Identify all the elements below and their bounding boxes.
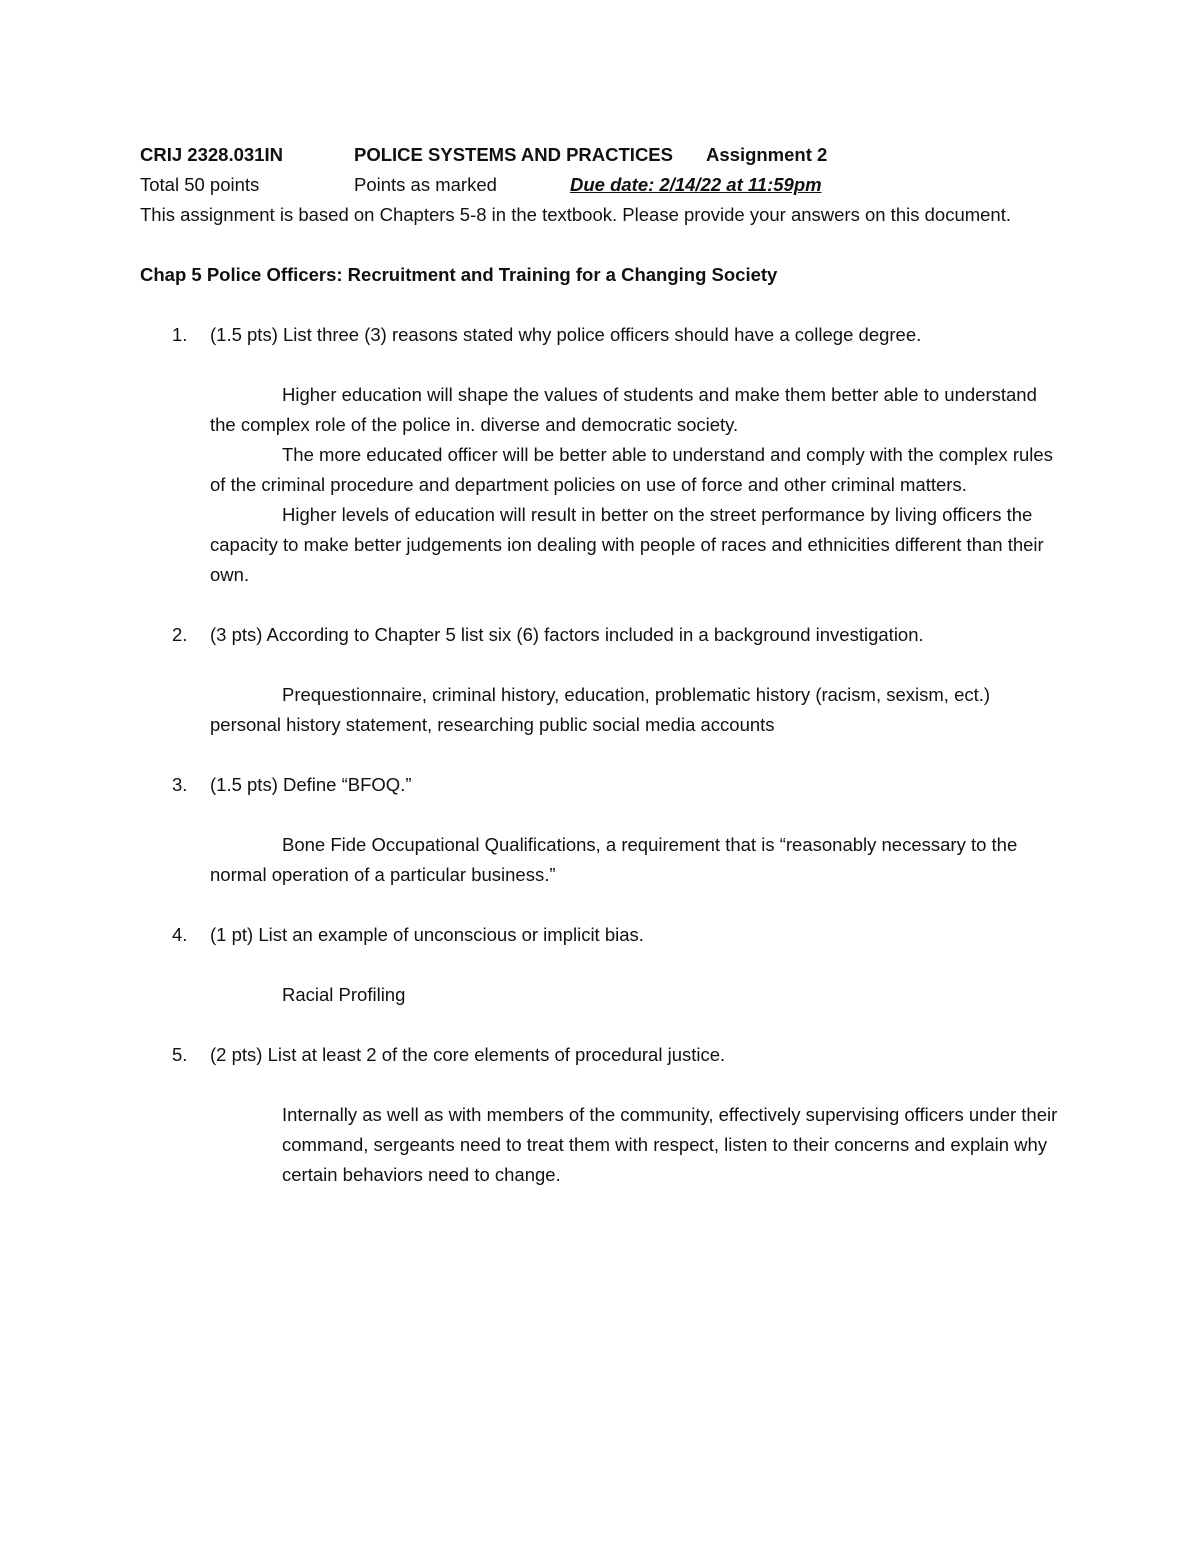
question-text: (1.5 pts) List three (3) reasons stated why police officers should have a college degree. [210,324,922,345]
answer-text: Racial Profiling [282,984,406,1005]
answer-text: Internally as well as with members of the community, effectively supervising officers under their command, sergeants need to treat them with respect, listen to their concerns and explain why certain behaviors need to change. [282,1104,1058,1185]
spacer [140,950,1060,980]
spacer [140,800,1060,830]
question-number: 4. [172,924,188,945]
question-2 [140,620,1060,650]
spacer [140,290,1060,320]
question-text: (1 pt) List an example of unconscious or implicit bias. [210,924,644,945]
question-number: 5. [172,1044,188,1065]
question-3 [140,770,1060,800]
intro-text: This assignment is based on Chapters 5-8 in the textbook. Please provide your answers on this document. [140,204,1011,225]
due-date: Due date: 2/14/22 at 11:59pm [570,174,822,195]
answer-text: Bone Fide Occupational Qualifications, a requirement that is “reasonably necessary to the normal operation of a particular business.” [210,834,1018,885]
spacer [140,740,1060,770]
assignment-label: Assignment 2 [706,144,828,165]
points-note: Points as marked [354,174,497,195]
answer-text: The more educated officer will be better able to understand and comply with the complex rules of the criminal procedure and department policies on use of force and other criminal matters. [210,444,1053,495]
answer-text: Prequestionnaire, criminal history, education, problematic history (racism, sexism, ect.) personal history statement, researching public social media accounts [210,684,991,735]
spacer [140,1010,1060,1040]
header-row-1 [140,140,1060,170]
question-4 [140,920,1060,950]
spacer [140,590,1060,620]
course-code: CRIJ 2328.031IN [140,144,283,165]
question-1 [140,320,1060,350]
answer-block [282,980,1060,1010]
header-row-2 [140,170,1060,200]
spacer [140,1070,1060,1100]
question-text: (1.5 pts) Define “BFOQ.” [210,774,412,795]
course-title: POLICE SYSTEMS AND PRACTICES [354,144,673,165]
answer-block [282,1100,1060,1190]
question-number: 1. [172,324,188,345]
answer-text: Higher levels of education will result in better on the street performance by living officers the capacity to make better judgements ion dealing with people of races and ethnicities different than their own. [210,504,1044,585]
question-number: 2. [172,624,188,645]
total-points: Total 50 points [140,174,260,195]
question-text: (2 pts) List at least 2 of the core elements of procedural justice. [210,1044,726,1065]
spacer [140,350,1060,380]
spacer [140,890,1060,920]
question-number: 3. [172,774,188,795]
spacer [140,230,1060,260]
question-text: (3 pts) According to Chapter 5 list six (6) factors included in a background investigation. [210,624,924,645]
chapter-heading: Chap 5 Police Officers: Recruitment and Training for a Changing Society [140,264,778,285]
document-content [140,140,1060,1190]
spacer [140,650,1060,680]
question-5 [140,1040,1060,1070]
answer-text: Higher education will shape the values of students and make them better able to understand the complex role of the police in. diverse and democratic society. [210,384,1037,435]
